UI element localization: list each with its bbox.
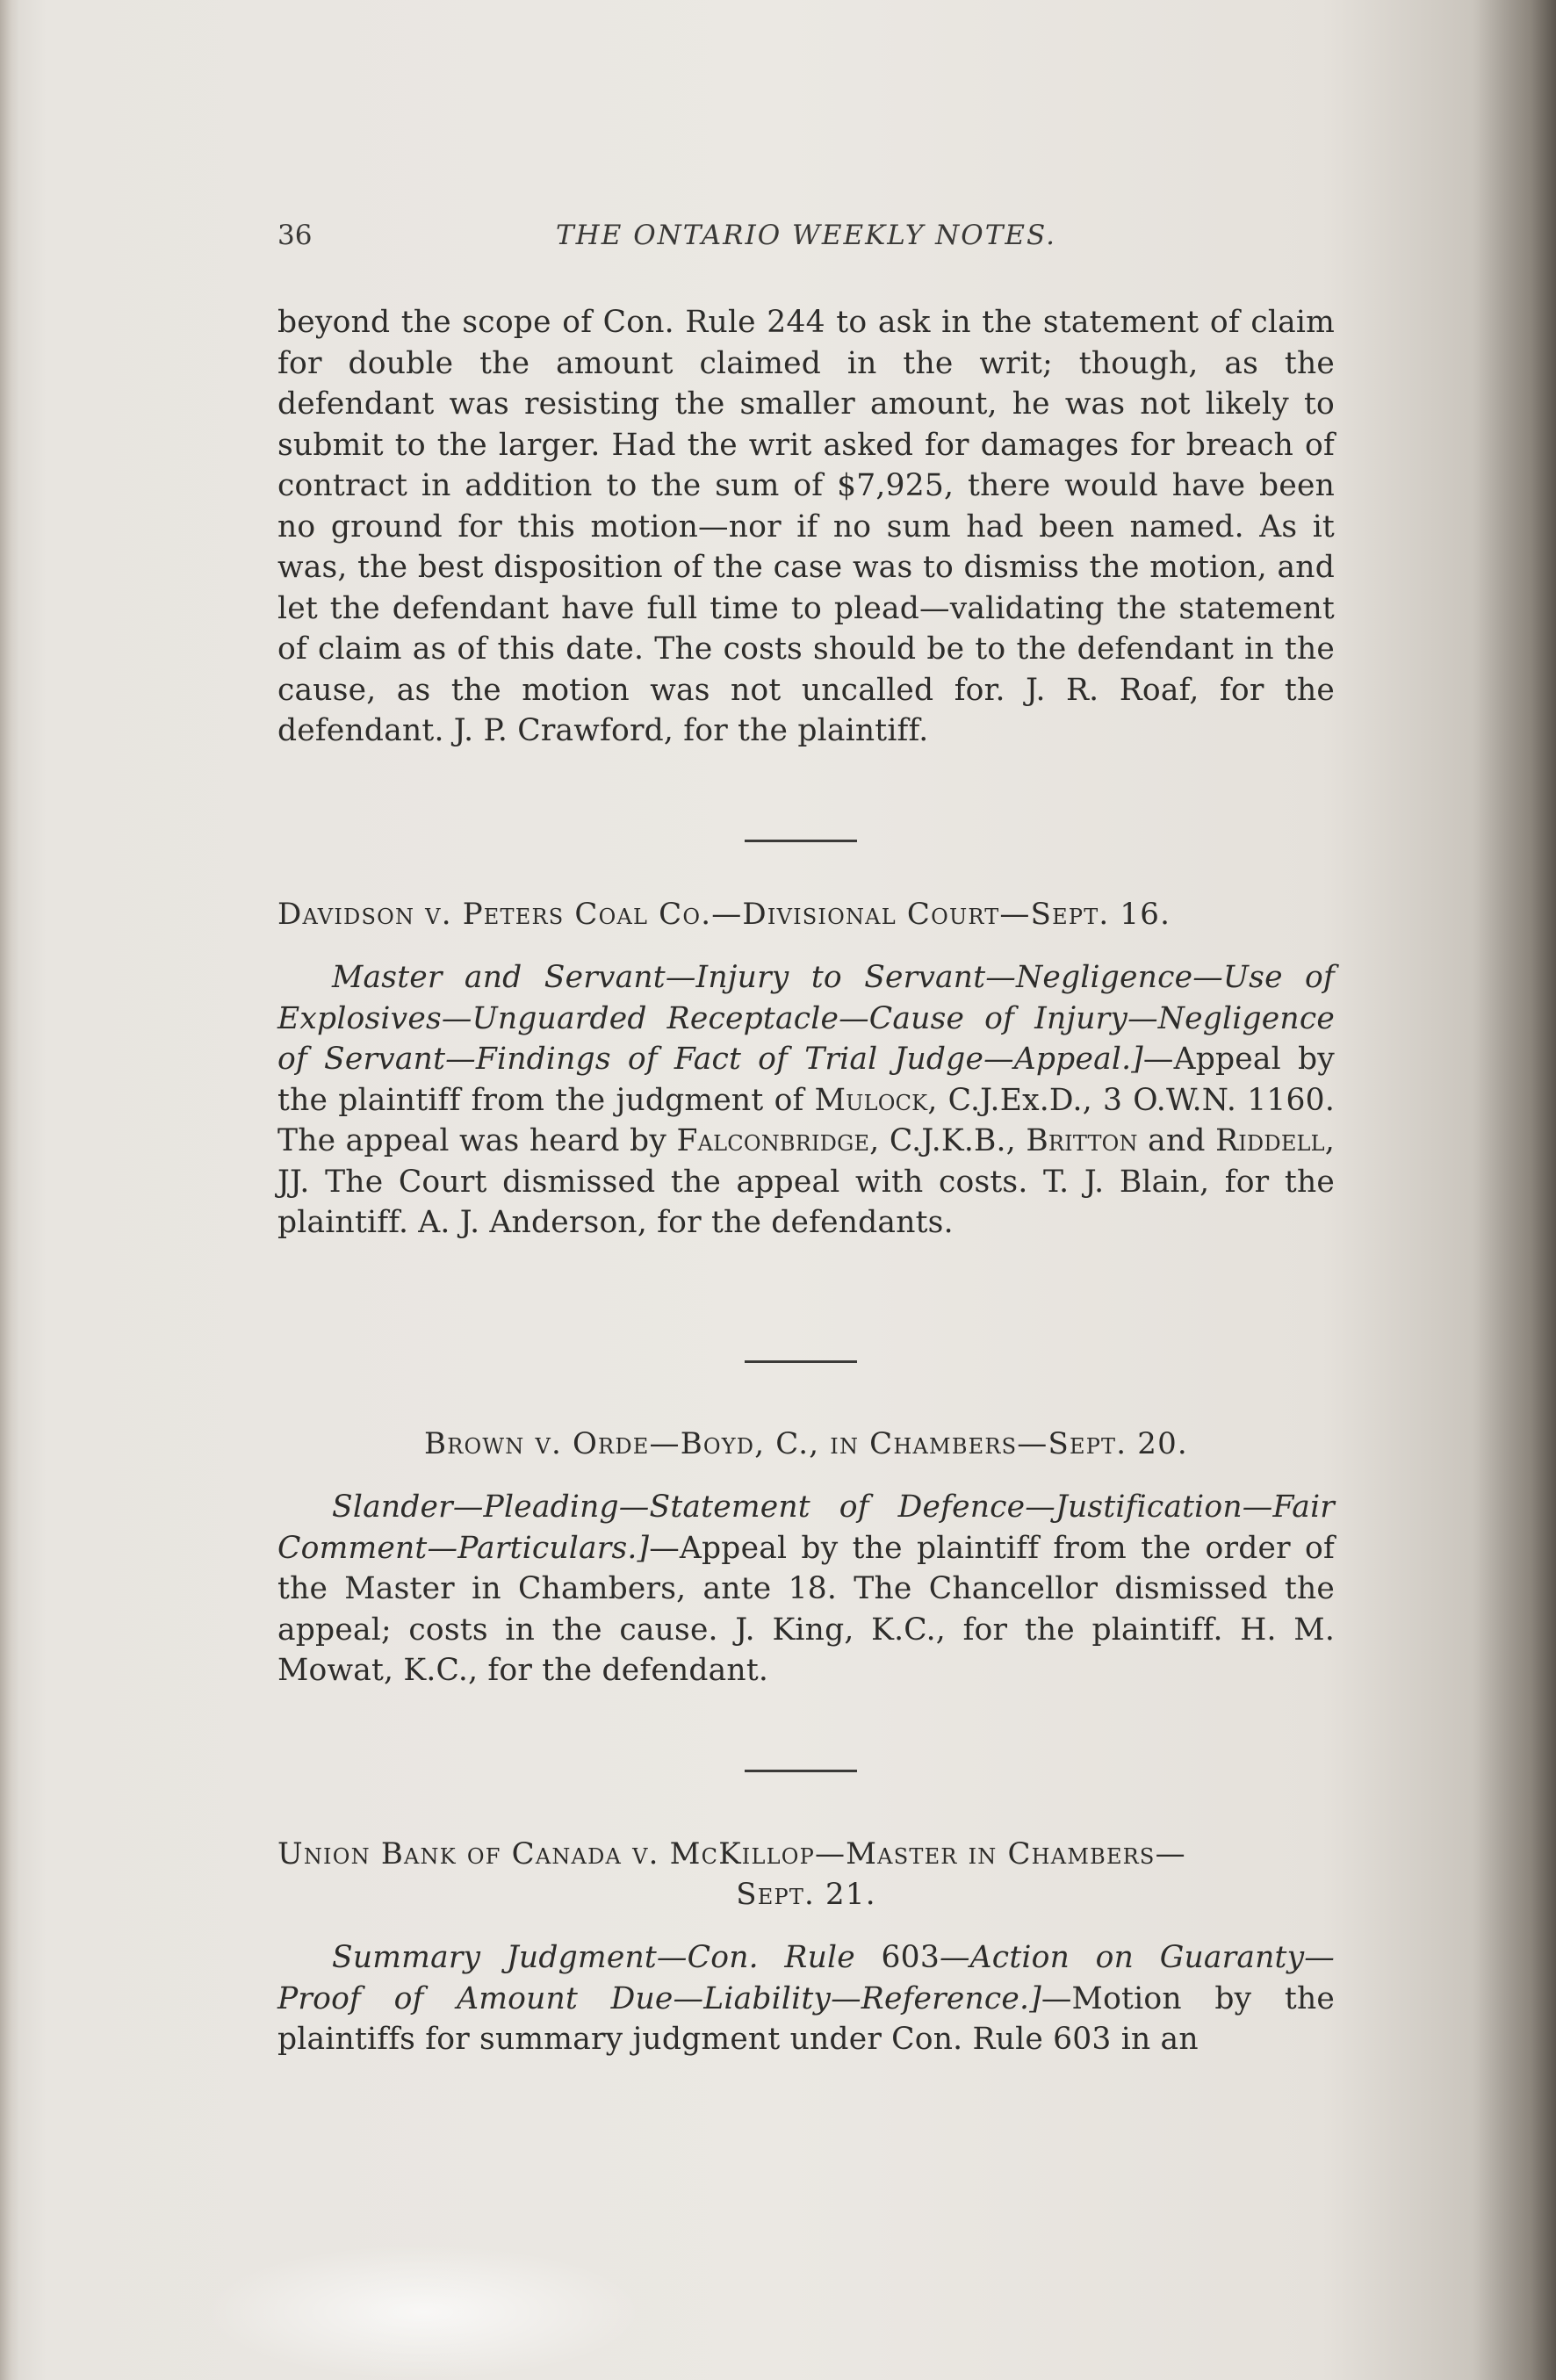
case-text: —Appeal by the plaintiff from the judgment of	[277, 1042, 1335, 1118]
case-paragraph	[277, 1487, 1335, 1691]
case-heading: Davidson v. Peters Coal Co.—Divisional Court—Sept. 16.	[277, 897, 1171, 932]
case-davidson	[277, 894, 1335, 1244]
case-paragraph	[277, 1937, 1335, 2060]
judge-name: Riddell	[1215, 1123, 1325, 1158]
case-heading: Brown v. Orde—Boyd, C., in Chambers—Sept. 20.	[424, 1426, 1188, 1461]
case-text: —Motion by the plaintiffs for summary judgment under Con. Rule 603 in an	[277, 1980, 1335, 2057]
rule-number: 603	[881, 1940, 940, 1975]
case-brown	[277, 1424, 1335, 1691]
case-text: , C.J.K.B.,	[869, 1123, 1027, 1158]
catchwords: —Action on Guaranty—Proof of Amount Due—Liability—Reference.]	[277, 1940, 1335, 2016]
case-text: and	[1137, 1123, 1216, 1158]
page-header	[277, 220, 1335, 263]
catchwords: Summary Judgment—Con. Rule	[332, 1940, 882, 1975]
case-heading-date: Sept. 21.	[736, 1877, 876, 1912]
page-number: 36	[277, 220, 313, 251]
catchwords: Master and Servant—Injury to Servant—Negligence—Use of Explosives—Unguarded Receptacle—Cause of Injury—Negligence of Servant—Findings of Fact of Trial Judge—Appeal.]	[277, 960, 1335, 1077]
case-text: , C.J.Ex.D., 3 O.W.N. 1160. The appeal was heard by	[277, 1082, 1335, 1158]
case-text: , JJ. The Court dismissed the appeal with costs. T. J. Blain, for the plaintiff. A. J. Anderson, for the defendants.	[277, 1123, 1335, 1240]
section-divider	[745, 1770, 857, 1772]
section-divider	[745, 1360, 857, 1363]
catchwords: Slander—Pleading—Statement of Defence—Justification—Fair Comment—Particulars.]	[277, 1489, 1335, 1566]
case-paragraph	[277, 957, 1335, 1244]
continuation-section	[277, 302, 1335, 752]
running-title: THE ONTARIO WEEKLY NOTES.	[556, 220, 1056, 251]
case-text: —Appeal by the plaintiff from the order of the Master in Chambers, ante 18. The Chancellor dismissed the appeal; costs in the cause. J. King, K.C., for the plaintiff. H. M. Mowat, K.C., for the defendant.	[277, 1530, 1335, 1688]
judge-name: Falconbridge	[676, 1123, 870, 1158]
judge-name: Mulock	[814, 1082, 928, 1118]
case-heading: Union Bank of Canada v. McKillop—Master in Chambers—	[277, 1836, 1186, 1872]
continuation-paragraph: beyond the scope of Con. Rule 244 to ask in the statement of claim for double the amount claimed in the writ; though, as the defendant was resisting the smaller amount, he was not likely to submit to the larger. Had the writ asked for damages for breach of contract in addition to the sum of $7,925, there would have been no ground for this motion—nor if no sum had been named. As it was, the best disposition of the case was to dismiss the motion, and let the defendant have full time to plead—validating the statement of claim as of this date. The costs should be to the defendant in the cause, as the motion was not uncalled for. J. R. Roaf, for the defendant. J. P. Crawford, for the plaintiff.	[277, 305, 1335, 748]
judge-name: Britton	[1026, 1123, 1138, 1158]
section-divider	[745, 840, 857, 842]
case-union-bank	[277, 1834, 1335, 2060]
paper-blemish	[204, 2244, 643, 2380]
page-edge-shadow	[1473, 0, 1556, 2380]
page-gutter	[0, 0, 19, 2380]
